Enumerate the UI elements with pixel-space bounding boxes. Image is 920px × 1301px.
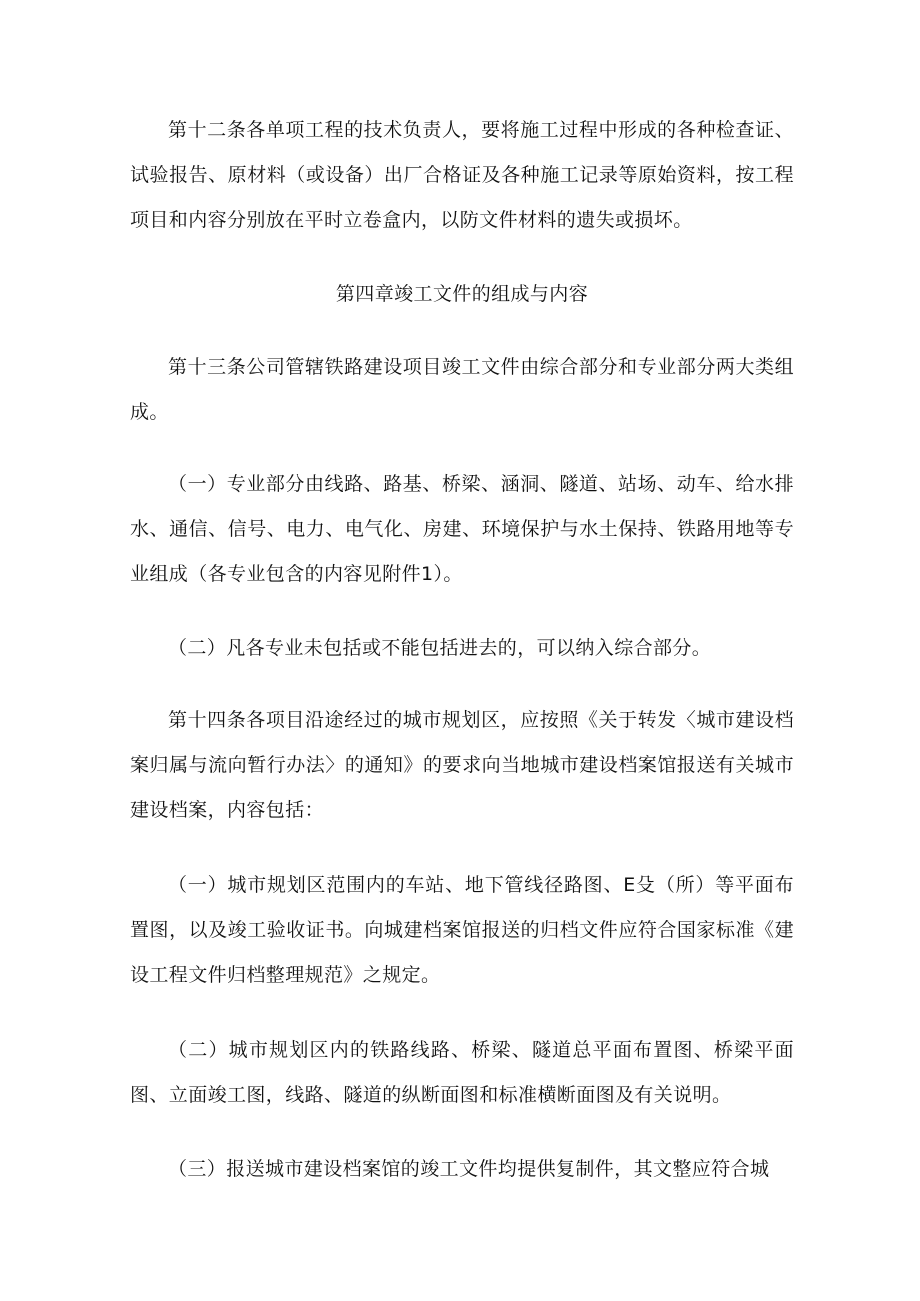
article-14-item-3: （三）报送城市建设档案馆的竣工文件均提供复制件，其文整应符合城: [168, 1158, 770, 1180]
chapter-4-heading: 第四章竣工文件的组成与内容: [335, 283, 589, 305]
article-13-item-1: （一）专业部分由线路、路基、桥梁、涵洞、隧道、站场、动车、给水排水、通信、信号、电力、电气化、房建、环境保护与水土保持、铁路用地等专业组成（各专业包含的内容见附件1）。: [130, 473, 794, 585]
article-13-paragraph: 第十三条公司管辖铁路建设项目竣工文件由综合部分和专业部分两大类组成。: [130, 356, 794, 423]
article-14-item-2: （二）城市规划区内的铁路线路、桥梁、隧道总平面布置图、桥梁平面图、立面竣工图，线路、隧道的纵断面图和标准横断面图及有关说明。: [130, 1039, 794, 1106]
article-12-paragraph: 第十二条各单项工程的技术负责人，要将施工过程中形成的各种检查证、试验报告、原材料（或设备）出厂合格证及各种施工记录等原始资料，按工程项目和内容分别放在平时立卷盒内，以防文件材料的遗失或损坏。: [130, 119, 794, 231]
article-14-item-1: （一）城市规划区范围内的车站、地下管线径路图、E殳（所）等平面布置图，以及竣工验收证书。向城建档案馆报送的归档文件应符合国家标准《建设工程文件归档整理规范》之规定。: [130, 874, 794, 986]
article-13-item-2: （二）凡各专业未包括或不能包括进去的，可以纳入综合部分。: [168, 637, 712, 659]
article-14-paragraph: 第十四条各项目沿途经过的城市规划区，应按照《关于转发〈城市建设档案归属与流向暂行办法〉的通知》的要求向当地城市建设档案馆报送有关城市建设档案，内容包括：: [130, 709, 794, 821]
